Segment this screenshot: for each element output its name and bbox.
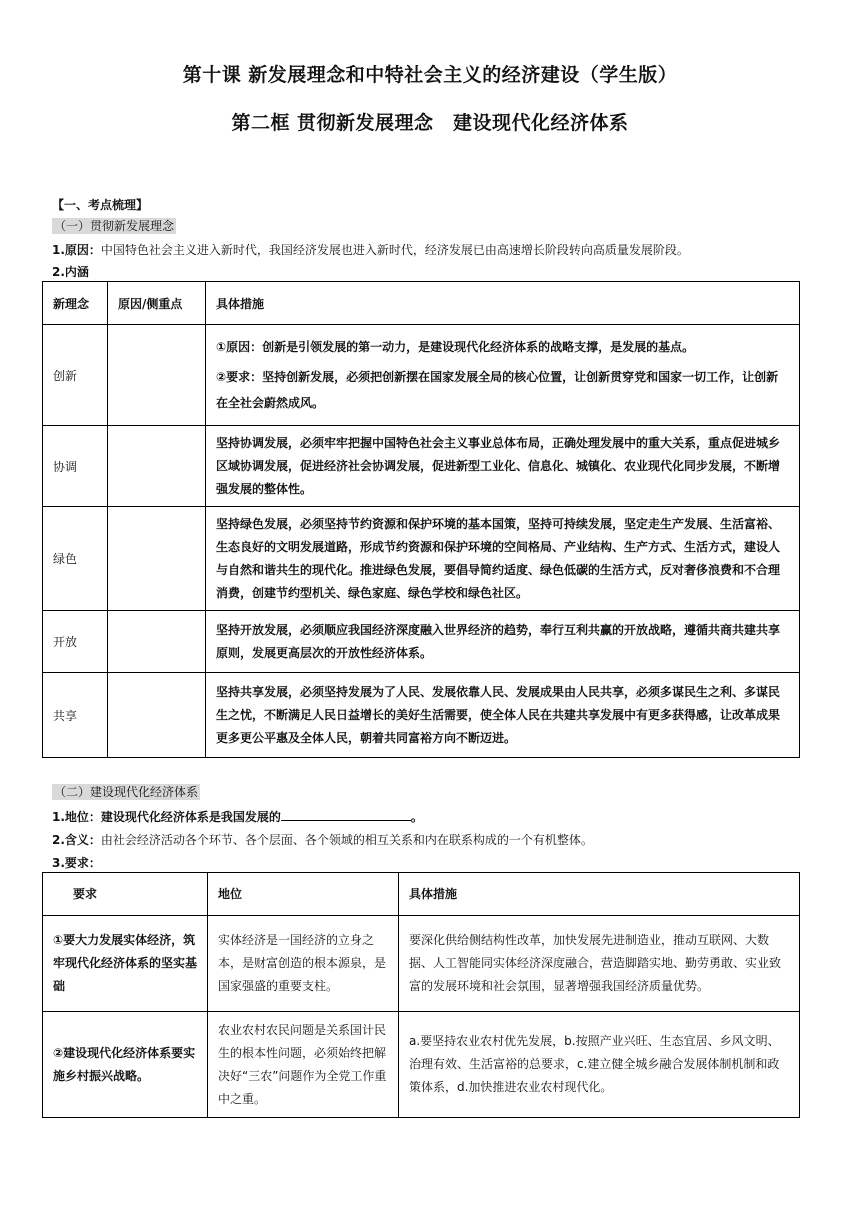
concept-cell: 绿色 bbox=[43, 507, 108, 611]
status-cell: 农业农村农民问题是关系国计民生的根本性问题，必须始终把解决好“三农”问题作为全党工作重中之重。 bbox=[208, 1012, 399, 1118]
part1-label-text: （一）贯彻新发展理念 bbox=[54, 219, 175, 233]
header-req: 要求 bbox=[43, 873, 208, 916]
concept-cell: 协调 bbox=[43, 426, 108, 507]
requirement-label: 3.要求： bbox=[52, 856, 101, 870]
measures-cell: 坚持共享发展，必须坚持发展为了人民、发展依靠人民、发展成果由人民共享，必须多谋民生之利、多谋民生之忧，不断满足人民日益增长的美好生活需要，使全体人民在共建共享发展中有更多获得感，让改革成果更多更公平惠及全体人民，朝着共同富裕方向不断迈进。 bbox=[206, 673, 800, 758]
page-subtitle: 第二框 贯彻新发展理念 建设现代化经济体系 bbox=[231, 112, 629, 134]
table-row bbox=[43, 325, 800, 426]
focus-cell bbox=[108, 507, 206, 611]
table-row bbox=[43, 1012, 800, 1118]
part2-label-text: （二）建设现代化经济体系 bbox=[54, 785, 199, 799]
focus-cell bbox=[108, 325, 206, 426]
measures-cell: 坚持绿色发展，必须坚持节约资源和保护环境的基本国策，坚持可持续发展，坚定走生产发展、生活富裕、生态良好的文明发展道路，形成节约资源和保护环境的空间格局、产业结构、生产方式、生活方式，建设人与自然和谐共生的现代化。推进绿色发展，要倡导简约适度、绿色低碳的生活方式，反对奢侈浪费和不合理消费，创建节约型机关、绿色家庭、绿色学校和绿色社区。 bbox=[206, 507, 800, 611]
measures-cell: a.要坚持农业农村优先发展，b.按照产业兴旺、生态宜居、乡风文明、治理有效、生活富裕的总要求，c.建立健全城乡融合发展体制机制和政策体系，d.加快推进农业农村现代化。 bbox=[399, 1012, 800, 1118]
reason-text: 中国特色社会主义进入新时代，我国经济发展也进入新时代，经济发展已由高速增长阶段转向高质量发展阶段。 bbox=[100, 243, 689, 257]
concepts-table bbox=[42, 281, 800, 758]
section-heading: 【一、考点梳理】 bbox=[52, 198, 149, 212]
position-line bbox=[52, 808, 423, 825]
table-row bbox=[43, 507, 800, 611]
part2-label bbox=[52, 783, 200, 800]
table-header-row bbox=[43, 282, 800, 325]
table-row bbox=[43, 611, 800, 673]
meaning-text: 由社会经济活动各个环节、各个层面、各个领域的相互关系和内在联系构成的一个有机整体。 bbox=[100, 833, 593, 847]
measures-cell: 要深化供给侧结构性改革，加快发展先进制造业，推动互联网、大数据、人工智能同实体经济深度融合，营造脚踏实地、勤劳勇敢、实业致富的发展环境和社会氛围，显著增强我国经济质量优势。 bbox=[399, 916, 800, 1012]
concept-cell: 共享 bbox=[43, 673, 108, 758]
header-concept: 新理念 bbox=[43, 282, 108, 325]
page-title: 第十课 新发展理念和中特社会主义的经济建设（学生版） bbox=[182, 64, 678, 86]
requirements-table bbox=[42, 872, 800, 1118]
table-row bbox=[43, 916, 800, 1012]
req-cell: ①要大力发展实体经济，筑牢现代化经济体系的坚实基础 bbox=[43, 916, 208, 1012]
connotation-label: 2.内涵 bbox=[52, 265, 89, 279]
concept-cell: 创新 bbox=[43, 325, 108, 426]
position-end: 。 bbox=[410, 810, 423, 824]
table-row bbox=[43, 426, 800, 507]
header-focus: 原因/侧重点 bbox=[108, 282, 206, 325]
meaning-line bbox=[52, 831, 593, 848]
concept-cell: 开放 bbox=[43, 611, 108, 673]
reason-label: 1.原因： bbox=[52, 243, 101, 257]
status-cell: 实体经济是一国经济的立身之本，是财富创造的根本源泉，是国家强盛的重要支柱。 bbox=[208, 916, 399, 1012]
header-measures: 具体措施 bbox=[206, 282, 800, 325]
part1-label bbox=[52, 217, 176, 234]
reason-line bbox=[52, 241, 689, 258]
header-measures: 具体措施 bbox=[399, 873, 800, 916]
fill-in-blank[interactable] bbox=[281, 808, 411, 821]
measure-text: ①原因：创新是引领发展的第一动力，是建设现代化经济体系的战略支撑，是发展的基点。 bbox=[216, 340, 695, 354]
focus-cell bbox=[108, 611, 206, 673]
measure-text: ②要求：坚持创新发展，必须把创新摆在国家发展全局的核心位置，让创新贯穿党和国家一切工作，让创新在全社会蔚然成风。 bbox=[216, 370, 779, 410]
measures-cell: 坚持开放发展，必须顺应我国经济深度融入世界经济的趋势，奉行互利共赢的开放战略，遵循共商共建共享原则，发展更高层次的开放性经济体系。 bbox=[206, 611, 800, 673]
table-header-row bbox=[43, 873, 800, 916]
focus-cell bbox=[108, 426, 206, 507]
header-status: 地位 bbox=[208, 873, 399, 916]
req-cell: ②建设现代化经济体系要实施乡村振兴战略。 bbox=[43, 1012, 208, 1118]
table-row bbox=[43, 673, 800, 758]
meaning-label: 2.含义： bbox=[52, 833, 101, 847]
measures-cell: 坚持协调发展，必须牢牢把握中国特色社会主义事业总体布局，正确处理发展中的重大关系，重点促进城乡区域协调发展，促进经济社会协调发展，促进新型工业化、信息化、城镇化、农业现代化同步发展，不断增强发展的整体性。 bbox=[206, 426, 800, 507]
focus-cell bbox=[108, 673, 206, 758]
position-label: 1.地位：建设现代化经济体系是我国发展的 bbox=[52, 810, 281, 824]
measures-cell bbox=[206, 325, 800, 426]
